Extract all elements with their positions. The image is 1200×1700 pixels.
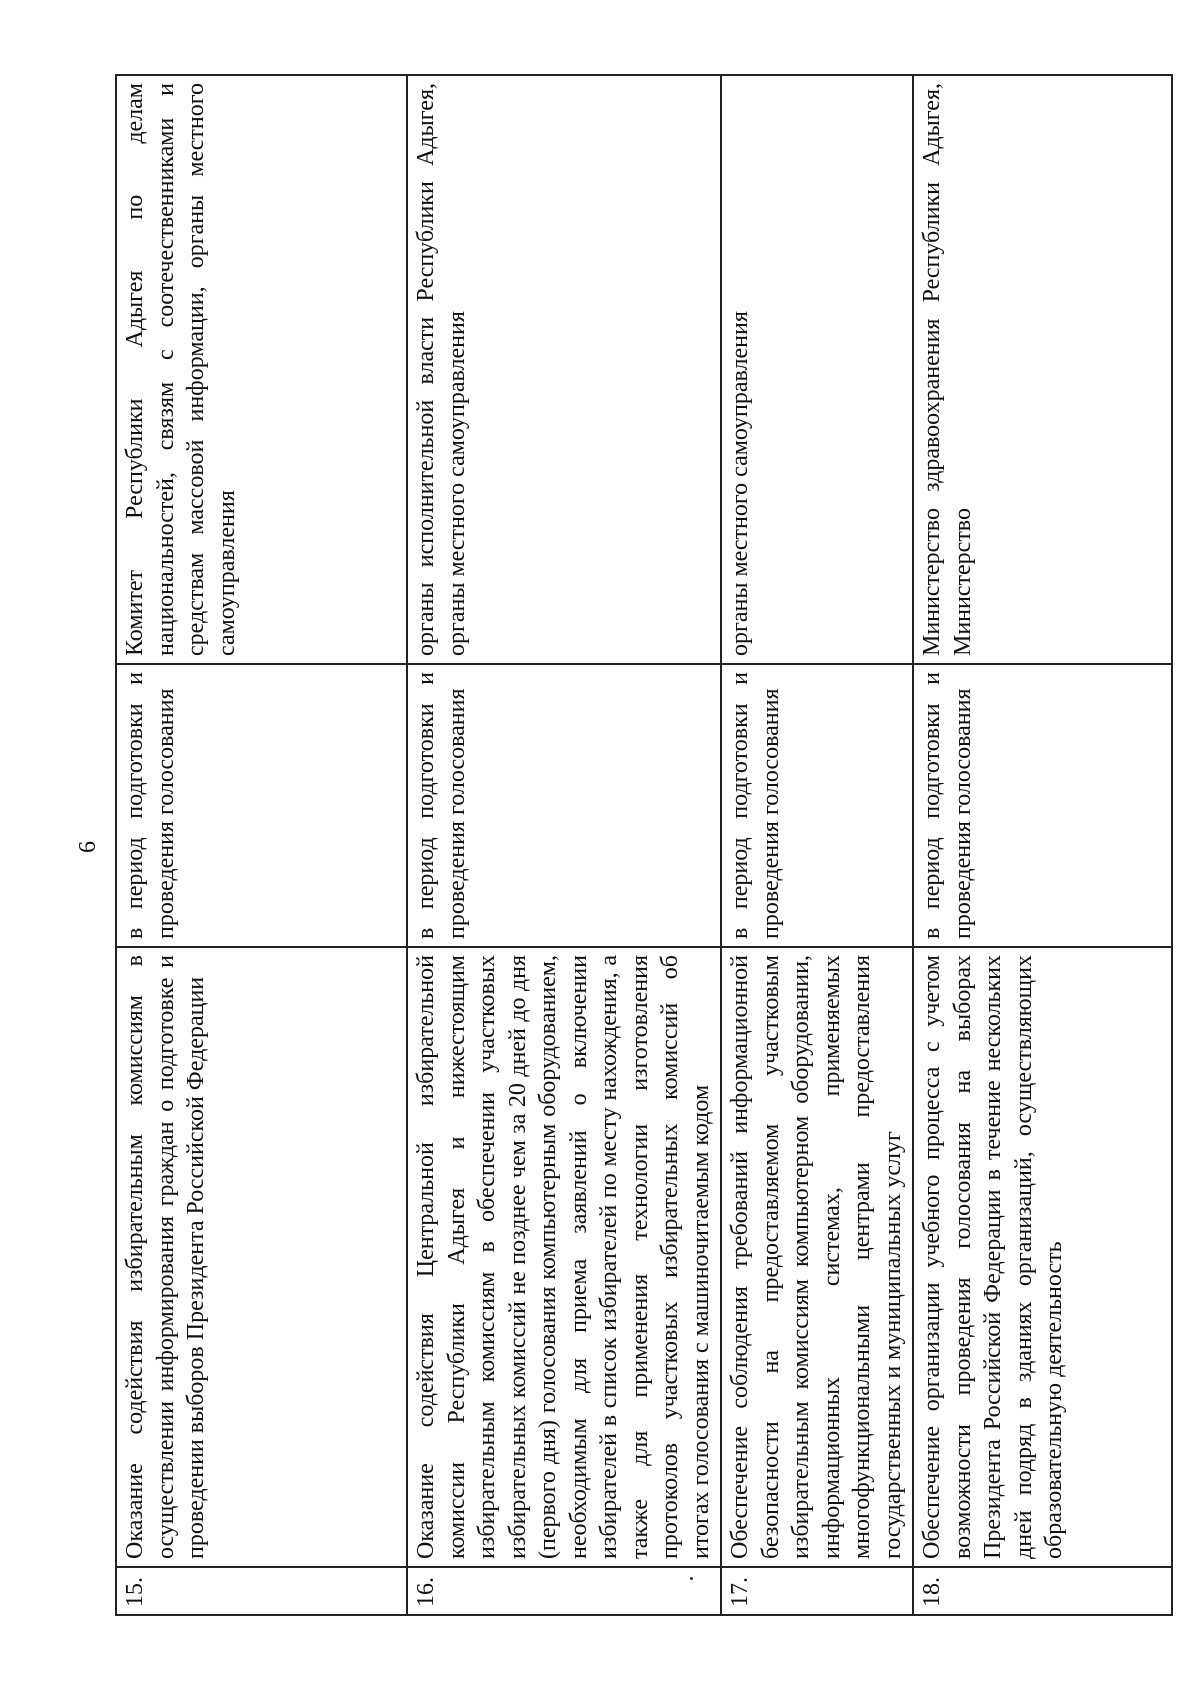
responsible-bodies: Министерство здравоохранения Республики Адыгея, Министерство bbox=[913, 75, 1172, 664]
table-row bbox=[721, 75, 913, 1615]
responsible-bodies: органы исполнительной власти Республики Адыгея, органы местного самоуправления bbox=[407, 75, 721, 664]
measure-period: в период подготовки и проведения голосования bbox=[407, 664, 721, 947]
scan-speck bbox=[690, 1577, 693, 1580]
table-row bbox=[407, 75, 721, 1615]
measure-description-text: Обеспечение соблюдения требований информационной безопасности на предоставляемом участковым избирательным комиссиям компьютерном оборудовании, информационных системах, применяемых многофункциональными центрами предоставления государственных и муниципальных услуг bbox=[727, 955, 906, 1559]
measures-table bbox=[115, 74, 1173, 1616]
responsible-bodies: Комитет Республики Адыгея по делам национальностей, связям с соотечественниками и средствам массовой информации, органы местного самоуправления bbox=[116, 75, 407, 664]
measure-period: в период подготовки и проведения голосования bbox=[116, 664, 407, 947]
row-number: 17. bbox=[721, 1567, 913, 1615]
responsible-bodies: органы местного самоуправления bbox=[721, 75, 913, 664]
row-number: 15. bbox=[116, 1567, 407, 1615]
measure-description: Оказание содействия избирательным комиссиям в осуществлении информирования граждан о подготовке и проведении выборов Президента Российской Федерации bbox=[116, 947, 407, 1567]
measure-description: Обеспечение организации учебного процесса с учетом возможности проведения голосования на выборах Президента Российской Федерации в течение нескольких дней подряд в зданиях организаций, осуществляющих образовательную деятельность bbox=[913, 947, 1172, 1567]
page-number: 6 bbox=[75, 841, 101, 853]
measure-description bbox=[721, 947, 913, 1567]
table-row bbox=[913, 75, 1172, 1615]
table-row bbox=[116, 75, 407, 1615]
rotated-table-container bbox=[115, 76, 1070, 1616]
measure-description: Оказание содействия Центральной избирательной комиссии Республики Адыгея и нижестоящим избирательным комиссиям в обеспечении участковых избирательных комиссий не позднее чем за 20 дней до дня (первого дня) голосования компьютерным оборудованием, необходимым для приема заявлений о включении избирателей в список избирателей по месту нахождения, а также для применения технологии изготовления протоколов участковых избирательных комиссий об итогах голосования с машиночитаемым кодом bbox=[407, 947, 721, 1567]
row-number: 16. bbox=[407, 1567, 721, 1615]
measure-period: в период подготовки и проведения голосования bbox=[721, 664, 913, 947]
row-number: 18. bbox=[913, 1567, 1172, 1615]
measure-period: в период подготовки и проведения голосования bbox=[913, 664, 1172, 947]
